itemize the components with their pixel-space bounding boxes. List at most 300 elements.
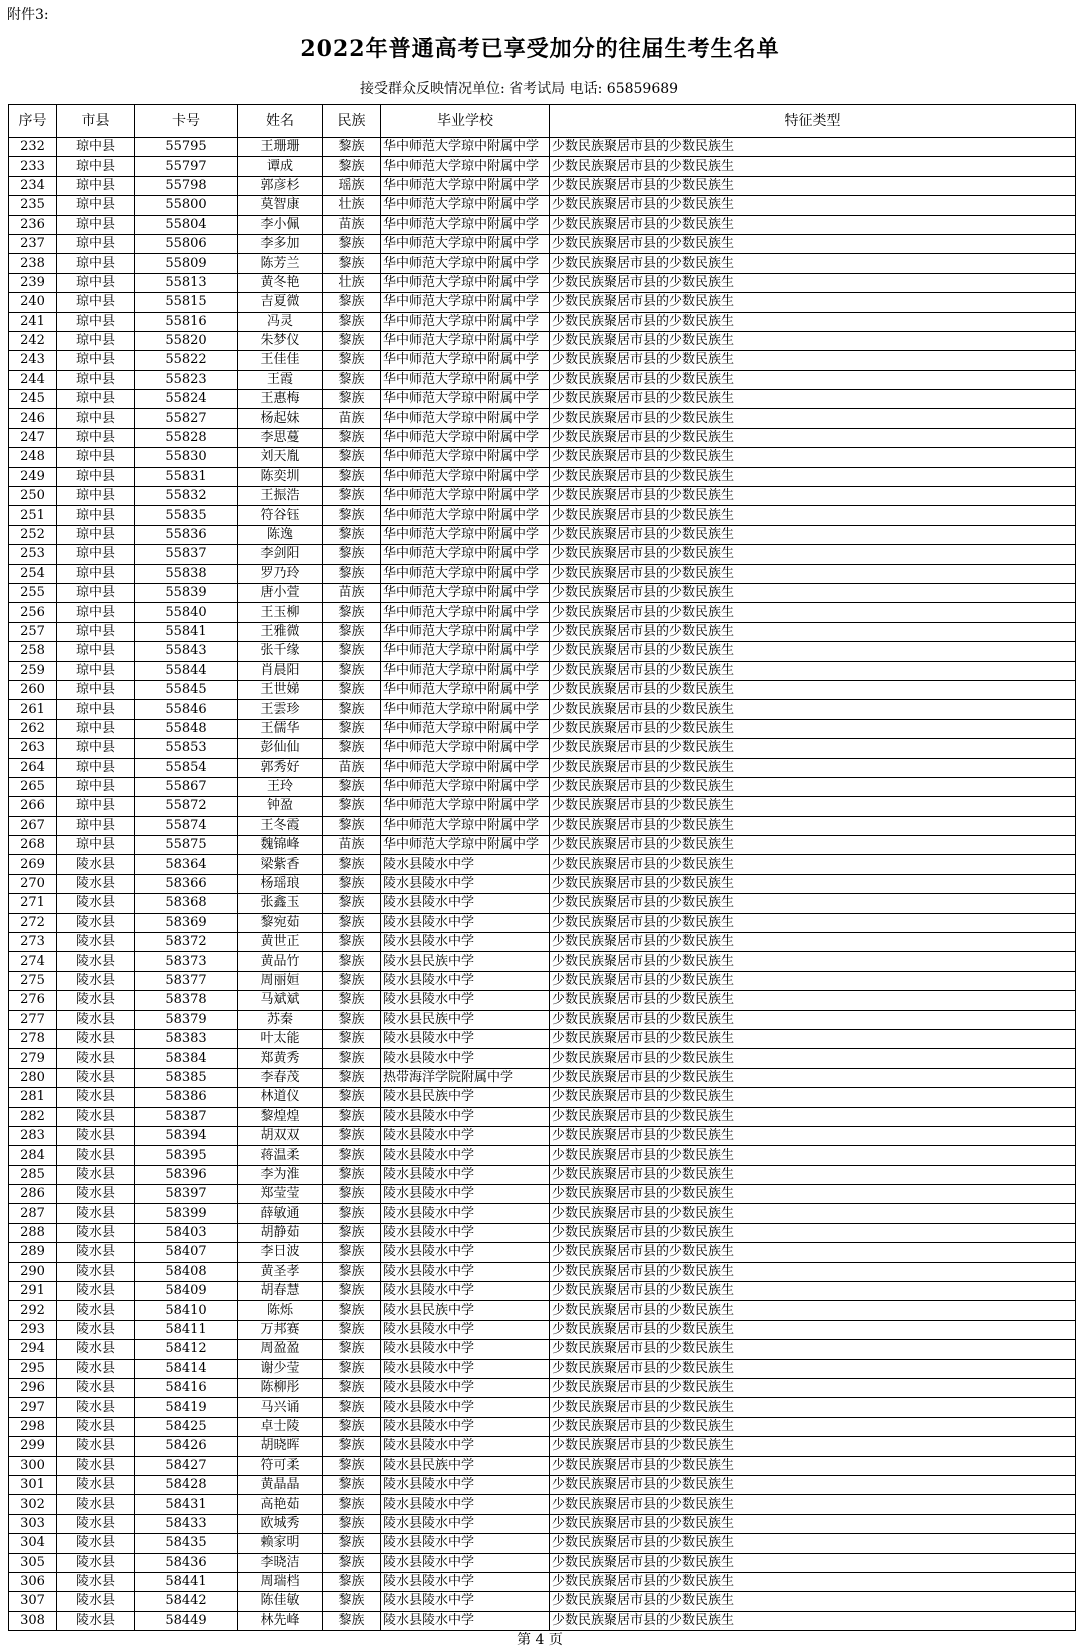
- row-name: 周丽姮: [238, 971, 323, 990]
- row-name: 谭成: [238, 157, 323, 176]
- row-index: 303: [9, 1514, 57, 1533]
- row-card-number: 58407: [135, 1243, 238, 1262]
- row-category: 少数民族聚居市县的少数民族生: [550, 583, 1076, 602]
- row-index: 302: [9, 1495, 57, 1514]
- row-card-number: 58373: [135, 952, 238, 971]
- row-school: 华中师范大学琼中附属中学: [381, 719, 550, 738]
- row-index: 282: [9, 1107, 57, 1126]
- row-county: 琼中县: [57, 622, 135, 641]
- table-row: [9, 1417, 1076, 1436]
- row-school: 陵水县陵水中学: [381, 913, 550, 932]
- row-school: 陵水县陵水中学: [381, 1611, 550, 1630]
- row-card-number: 55824: [135, 390, 238, 409]
- row-category: 少数民族聚居市县的少数民族生: [550, 525, 1076, 544]
- row-name: 王冬霞: [238, 816, 323, 835]
- row-ethnicity: 苗族: [323, 583, 381, 602]
- row-category: 少数民族聚居市县的少数民族生: [550, 1340, 1076, 1359]
- row-school: 华中师范大学琼中附属中学: [381, 564, 550, 583]
- row-name: 王雅微: [238, 622, 323, 641]
- row-ethnicity: 黎族: [323, 157, 381, 176]
- row-category: 少数民族聚居市县的少数民族生: [550, 138, 1076, 157]
- row-county: 琼中县: [57, 138, 135, 157]
- row-card-number: 55840: [135, 603, 238, 622]
- row-county: 陵水县: [57, 1340, 135, 1359]
- row-ethnicity: 黎族: [323, 952, 381, 971]
- row-county: 琼中县: [57, 370, 135, 389]
- table-row: [9, 234, 1076, 253]
- row-school: 陵水县陵水中学: [381, 894, 550, 913]
- row-index: 308: [9, 1611, 57, 1630]
- row-index: 264: [9, 758, 57, 777]
- row-index: 240: [9, 293, 57, 312]
- row-county: 陵水县: [57, 1534, 135, 1553]
- row-category: 少数民族聚居市县的少数民族生: [550, 797, 1076, 816]
- row-county: 陵水县: [57, 1243, 135, 1262]
- row-name: 李小佩: [238, 215, 323, 234]
- row-card-number: 55797: [135, 157, 238, 176]
- table-row: [9, 1049, 1076, 1068]
- table-row: [9, 196, 1076, 215]
- row-ethnicity: 黎族: [323, 1592, 381, 1611]
- row-school: 陵水县陵水中学: [381, 1592, 550, 1611]
- row-school: 陵水县陵水中学: [381, 1146, 550, 1165]
- table-row: [9, 1437, 1076, 1456]
- row-school: 华中师范大学琼中附属中学: [381, 603, 550, 622]
- row-card-number: 55872: [135, 797, 238, 816]
- row-category: 少数民族聚居市县的少数民族生: [550, 1572, 1076, 1591]
- row-ethnicity: 黎族: [323, 254, 381, 273]
- row-category: 少数民族聚居市县的少数民族生: [550, 1398, 1076, 1417]
- table-row: [9, 1262, 1076, 1281]
- row-index: 275: [9, 971, 57, 990]
- row-category: 少数民族聚居市县的少数民族生: [550, 1359, 1076, 1378]
- row-county: 琼中县: [57, 758, 135, 777]
- row-name: 胡春慧: [238, 1282, 323, 1301]
- row-county: 琼中县: [57, 797, 135, 816]
- row-index: 290: [9, 1262, 57, 1281]
- row-school: 陵水县陵水中学: [381, 1572, 550, 1591]
- row-name: 黎煌煌: [238, 1107, 323, 1126]
- row-card-number: 55795: [135, 138, 238, 157]
- row-school: 陵水县陵水中学: [381, 991, 550, 1010]
- table-row: [9, 1068, 1076, 1087]
- row-card-number: 58364: [135, 855, 238, 874]
- row-name: 彭仙仙: [238, 739, 323, 758]
- row-school: 陵水县陵水中学: [381, 1340, 550, 1359]
- row-index: 238: [9, 254, 57, 273]
- row-county: 陵水县: [57, 1282, 135, 1301]
- row-county: 琼中县: [57, 564, 135, 583]
- row-index: 300: [9, 1456, 57, 1475]
- row-index: 267: [9, 816, 57, 835]
- row-county: 陵水县: [57, 1185, 135, 1204]
- row-category: 少数民族聚居市县的少数民族生: [550, 1243, 1076, 1262]
- table-row: [9, 913, 1076, 932]
- row-county: 琼中县: [57, 487, 135, 506]
- row-school: 华中师范大学琼中附属中学: [381, 758, 550, 777]
- row-category: 少数民族聚居市县的少数民族生: [550, 234, 1076, 253]
- row-index: 237: [9, 234, 57, 253]
- row-ethnicity: 黎族: [323, 874, 381, 893]
- row-ethnicity: 黎族: [323, 719, 381, 738]
- row-card-number: 55867: [135, 777, 238, 796]
- row-school: 华中师范大学琼中附属中学: [381, 777, 550, 796]
- table-row: [9, 836, 1076, 855]
- row-county: 琼中县: [57, 777, 135, 796]
- row-index: 248: [9, 448, 57, 467]
- row-ethnicity: 黎族: [323, 1611, 381, 1630]
- row-ethnicity: 黎族: [323, 1165, 381, 1184]
- row-category: 少数民族聚居市县的少数民族生: [550, 1204, 1076, 1223]
- row-ethnicity: 黎族: [323, 1185, 381, 1204]
- row-category: 少数民族聚居市县的少数民族生: [550, 1611, 1076, 1630]
- row-name: 李春茂: [238, 1068, 323, 1087]
- row-school: 华中师范大学琼中附属中学: [381, 370, 550, 389]
- row-school: 华中师范大学琼中附属中学: [381, 467, 550, 486]
- row-ethnicity: 黎族: [323, 428, 381, 447]
- row-school: 华中师范大学琼中附属中学: [381, 331, 550, 350]
- row-ethnicity: 黎族: [323, 525, 381, 544]
- row-category: 少数民族聚居市县的少数民族生: [550, 1107, 1076, 1126]
- row-category: 少数民族聚居市县的少数民族生: [550, 1185, 1076, 1204]
- row-index: 236: [9, 215, 57, 234]
- row-category: 少数民族聚居市县的少数民族生: [550, 836, 1076, 855]
- table-row: [9, 874, 1076, 893]
- row-school: 华中师范大学琼中附属中学: [381, 138, 550, 157]
- row-name: 杨起妹: [238, 409, 323, 428]
- row-school: 陵水县陵水中学: [381, 1223, 550, 1242]
- row-ethnicity: 黎族: [323, 1514, 381, 1533]
- row-name: 黄晶晶: [238, 1475, 323, 1494]
- table-row: [9, 680, 1076, 699]
- table-row: [9, 1398, 1076, 1417]
- row-school: 陵水县陵水中学: [381, 1165, 550, 1184]
- row-index: 250: [9, 487, 57, 506]
- row-index: 299: [9, 1437, 57, 1456]
- row-card-number: 58433: [135, 1514, 238, 1533]
- row-card-number: 55874: [135, 816, 238, 835]
- row-school: 华中师范大学琼中附属中学: [381, 583, 550, 602]
- row-name: 刘天胤: [238, 448, 323, 467]
- row-category: 少数民族聚居市县的少数民族生: [550, 1592, 1076, 1611]
- row-school: 陵水县陵水中学: [381, 1126, 550, 1145]
- table-row: [9, 138, 1076, 157]
- row-school: 陵水县陵水中学: [381, 1398, 550, 1417]
- row-ethnicity: 黎族: [323, 1146, 381, 1165]
- row-name: 李多加: [238, 234, 323, 253]
- table-row: [9, 390, 1076, 409]
- row-card-number: 58449: [135, 1611, 238, 1630]
- table-row: [9, 758, 1076, 777]
- row-ethnicity: 黎族: [323, 1126, 381, 1145]
- row-school: 陵水县陵水中学: [381, 1359, 550, 1378]
- row-school: 华中师范大学琼中附属中学: [381, 351, 550, 370]
- table-row: [9, 855, 1076, 874]
- row-school: 陵水县陵水中学: [381, 1495, 550, 1514]
- row-county: 琼中县: [57, 467, 135, 486]
- row-county: 琼中县: [57, 719, 135, 738]
- row-index: 285: [9, 1165, 57, 1184]
- row-school: 陵水县民族中学: [381, 1456, 550, 1475]
- row-school: 陵水县陵水中学: [381, 933, 550, 952]
- table-row: [9, 1456, 1076, 1475]
- row-school: 华中师范大学琼中附属中学: [381, 215, 550, 234]
- row-school: 华中师范大学琼中附属中学: [381, 739, 550, 758]
- row-county: 陵水县: [57, 1049, 135, 1068]
- row-county: 陵水县: [57, 1592, 135, 1611]
- row-school: 华中师范大学琼中附属中学: [381, 234, 550, 253]
- row-county: 琼中县: [57, 351, 135, 370]
- contact-info: 接受群众反映情况单位: 省考试局 电话: 65859689: [360, 81, 679, 97]
- row-category: 少数民族聚居市县的少数民族生: [550, 409, 1076, 428]
- table-row: [9, 797, 1076, 816]
- row-index: 281: [9, 1088, 57, 1107]
- row-index: 270: [9, 874, 57, 893]
- table-row: [9, 1320, 1076, 1339]
- column-header: 姓名: [238, 105, 323, 138]
- row-county: 琼中县: [57, 428, 135, 447]
- row-county: 琼中县: [57, 642, 135, 661]
- row-school: 华中师范大学琼中附属中学: [381, 196, 550, 215]
- row-county: 琼中县: [57, 157, 135, 176]
- table-row: [9, 273, 1076, 292]
- row-category: 少数民族聚居市县的少数民族生: [550, 1049, 1076, 1068]
- row-ethnicity: 黎族: [323, 603, 381, 622]
- row-name: 李日波: [238, 1243, 323, 1262]
- row-county: 陵水县: [57, 1320, 135, 1339]
- row-name: 唐小萱: [238, 583, 323, 602]
- row-card-number: 58383: [135, 1029, 238, 1048]
- row-index: 263: [9, 739, 57, 758]
- row-index: 255: [9, 583, 57, 602]
- row-name: 罗乃玲: [238, 564, 323, 583]
- row-category: 少数民族聚居市县的少数民族生: [550, 467, 1076, 486]
- row-ethnicity: 黎族: [323, 1010, 381, 1029]
- row-category: 少数民族聚居市县的少数民族生: [550, 1514, 1076, 1533]
- row-card-number: 58428: [135, 1475, 238, 1494]
- row-ethnicity: 黎族: [323, 991, 381, 1010]
- row-ethnicity: 黎族: [323, 1553, 381, 1572]
- row-name: 万邦赛: [238, 1320, 323, 1339]
- row-school: 陵水县陵水中学: [381, 1262, 550, 1281]
- row-ethnicity: 黎族: [323, 448, 381, 467]
- row-index: 253: [9, 545, 57, 564]
- row-ethnicity: 黎族: [323, 894, 381, 913]
- row-category: 少数民族聚居市县的少数民族生: [550, 1320, 1076, 1339]
- row-name: 王振浩: [238, 487, 323, 506]
- row-card-number: 55845: [135, 680, 238, 699]
- row-name: 朱梦仪: [238, 331, 323, 350]
- column-header: 卡号: [135, 105, 238, 138]
- table-row: [9, 952, 1076, 971]
- table-row: [9, 1010, 1076, 1029]
- row-school: 华中师范大学琼中附属中学: [381, 390, 550, 409]
- row-name: 梁紫香: [238, 855, 323, 874]
- row-ethnicity: 苗族: [323, 215, 381, 234]
- row-index: 279: [9, 1049, 57, 1068]
- row-category: 少数民族聚居市县的少数民族生: [550, 1379, 1076, 1398]
- row-name: 李思蔓: [238, 428, 323, 447]
- row-card-number: 55838: [135, 564, 238, 583]
- table-row: [9, 933, 1076, 952]
- row-name: 高艳茹: [238, 1495, 323, 1514]
- row-card-number: 55800: [135, 196, 238, 215]
- row-index: 278: [9, 1029, 57, 1048]
- table-row: [9, 564, 1076, 583]
- row-ethnicity: 黎族: [323, 1398, 381, 1417]
- row-name: 王玉柳: [238, 603, 323, 622]
- row-card-number: 58378: [135, 991, 238, 1010]
- row-ethnicity: 黎族: [323, 1068, 381, 1087]
- row-card-number: 55830: [135, 448, 238, 467]
- row-category: 少数民族聚居市县的少数民族生: [550, 1534, 1076, 1553]
- row-card-number: 55823: [135, 370, 238, 389]
- row-card-number: 55809: [135, 254, 238, 273]
- row-county: 陵水县: [57, 1088, 135, 1107]
- table-row: [9, 1359, 1076, 1378]
- table-row: [9, 1282, 1076, 1301]
- table-row: [9, 894, 1076, 913]
- row-ethnicity: 黎族: [323, 467, 381, 486]
- row-ethnicity: 黎族: [323, 1495, 381, 1514]
- row-ethnicity: 黎族: [323, 1359, 381, 1378]
- row-ethnicity: 黎族: [323, 293, 381, 312]
- table-row: [9, 254, 1076, 273]
- row-school: 华中师范大学琼中附属中学: [381, 545, 550, 564]
- row-ethnicity: 黎族: [323, 1282, 381, 1301]
- row-ethnicity: 黎族: [323, 487, 381, 506]
- row-ethnicity: 黎族: [323, 331, 381, 350]
- row-card-number: 58368: [135, 894, 238, 913]
- row-card-number: 55853: [135, 739, 238, 758]
- row-name: 冯灵: [238, 312, 323, 331]
- row-school: 陵水县陵水中学: [381, 1049, 550, 1068]
- row-category: 少数民族聚居市县的少数民族生: [550, 1262, 1076, 1281]
- row-school: 陵水县陵水中学: [381, 1553, 550, 1572]
- table-row: [9, 331, 1076, 350]
- table-row: [9, 971, 1076, 990]
- row-category: 少数民族聚居市县的少数民族生: [550, 1301, 1076, 1320]
- row-category: 少数民族聚居市县的少数民族生: [550, 700, 1076, 719]
- row-county: 琼中县: [57, 603, 135, 622]
- row-ethnicity: 黎族: [323, 1049, 381, 1068]
- table-row: [9, 525, 1076, 544]
- row-card-number: 58411: [135, 1320, 238, 1339]
- row-category: 少数民族聚居市县的少数民族生: [550, 739, 1076, 758]
- row-card-number: 58396: [135, 1165, 238, 1184]
- row-ethnicity: 黎族: [323, 855, 381, 874]
- row-county: 琼中县: [57, 254, 135, 273]
- row-index: 274: [9, 952, 57, 971]
- table-row: [9, 991, 1076, 1010]
- row-ethnicity: 黎族: [323, 1417, 381, 1436]
- row-index: 249: [9, 467, 57, 486]
- row-index: 266: [9, 797, 57, 816]
- row-ethnicity: 黎族: [323, 661, 381, 680]
- row-name: 李剑阳: [238, 545, 323, 564]
- row-ethnicity: 黎族: [323, 816, 381, 835]
- row-county: 琼中县: [57, 739, 135, 758]
- row-card-number: 55841: [135, 622, 238, 641]
- row-school: 华中师范大学琼中附属中学: [381, 700, 550, 719]
- row-school: 华中师范大学琼中附属中学: [381, 661, 550, 680]
- row-card-number: 55816: [135, 312, 238, 331]
- column-header: 序号: [9, 105, 57, 138]
- row-card-number: 58427: [135, 1456, 238, 1475]
- row-ethnicity: 黎族: [323, 1204, 381, 1223]
- table-row: [9, 215, 1076, 234]
- page-number: 第 4 页: [517, 1632, 563, 1648]
- row-card-number: 58397: [135, 1185, 238, 1204]
- row-name: 陈佳敏: [238, 1592, 323, 1611]
- row-category: 少数民族聚居市县的少数民族生: [550, 894, 1076, 913]
- row-county: 琼中县: [57, 506, 135, 525]
- row-index: 233: [9, 157, 57, 176]
- row-school: 陵水县民族中学: [381, 952, 550, 971]
- table-header-row: [9, 105, 1076, 138]
- row-ethnicity: 黎族: [323, 390, 381, 409]
- row-category: 少数民族聚居市县的少数民族生: [550, 506, 1076, 525]
- row-card-number: 58414: [135, 1359, 238, 1378]
- row-card-number: 58435: [135, 1534, 238, 1553]
- table-row: [9, 351, 1076, 370]
- row-category: 少数民族聚居市县的少数民族生: [550, 215, 1076, 234]
- row-index: 305: [9, 1553, 57, 1572]
- row-county: 琼中县: [57, 448, 135, 467]
- row-name: 林先峰: [238, 1611, 323, 1630]
- row-card-number: 58431: [135, 1495, 238, 1514]
- row-school: 陵水县民族中学: [381, 1301, 550, 1320]
- row-ethnicity: 黎族: [323, 1107, 381, 1126]
- table-row: [9, 1495, 1076, 1514]
- row-card-number: 55844: [135, 661, 238, 680]
- row-name: 周瑞档: [238, 1572, 323, 1591]
- row-index: 296: [9, 1379, 57, 1398]
- row-category: 少数民族聚居市县的少数民族生: [550, 603, 1076, 622]
- table-row: [9, 1088, 1076, 1107]
- row-category: 少数民族聚居市县的少数民族生: [550, 622, 1076, 641]
- row-card-number: 55798: [135, 176, 238, 195]
- row-name: 王世娣: [238, 680, 323, 699]
- row-name: 杨瑶琅: [238, 874, 323, 893]
- row-county: 陵水县: [57, 855, 135, 874]
- row-county: 陵水县: [57, 1553, 135, 1572]
- row-name: 郑黄秀: [238, 1049, 323, 1068]
- row-county: 陵水县: [57, 1165, 135, 1184]
- table-row: [9, 1340, 1076, 1359]
- row-category: 少数民族聚居市县的少数民族生: [550, 1282, 1076, 1301]
- row-name: 王雲珍: [238, 700, 323, 719]
- row-index: 284: [9, 1146, 57, 1165]
- row-school: 华中师范大学琼中附属中学: [381, 157, 550, 176]
- column-header: 民族: [323, 105, 381, 138]
- row-category: 少数民族聚居市县的少数民族生: [550, 1029, 1076, 1048]
- row-index: 280: [9, 1068, 57, 1087]
- row-category: 少数民族聚居市县的少数民族生: [550, 642, 1076, 661]
- row-card-number: 58410: [135, 1301, 238, 1320]
- row-index: 251: [9, 506, 57, 525]
- row-county: 琼中县: [57, 583, 135, 602]
- row-category: 少数民族聚居市县的少数民族生: [550, 545, 1076, 564]
- table-row: [9, 1243, 1076, 1262]
- row-card-number: 55836: [135, 525, 238, 544]
- table-row: [9, 661, 1076, 680]
- row-card-number: 58426: [135, 1437, 238, 1456]
- row-name: 胡晓晖: [238, 1437, 323, 1456]
- row-name: 吉夏微: [238, 293, 323, 312]
- table-row: [9, 545, 1076, 564]
- row-card-number: 55837: [135, 545, 238, 564]
